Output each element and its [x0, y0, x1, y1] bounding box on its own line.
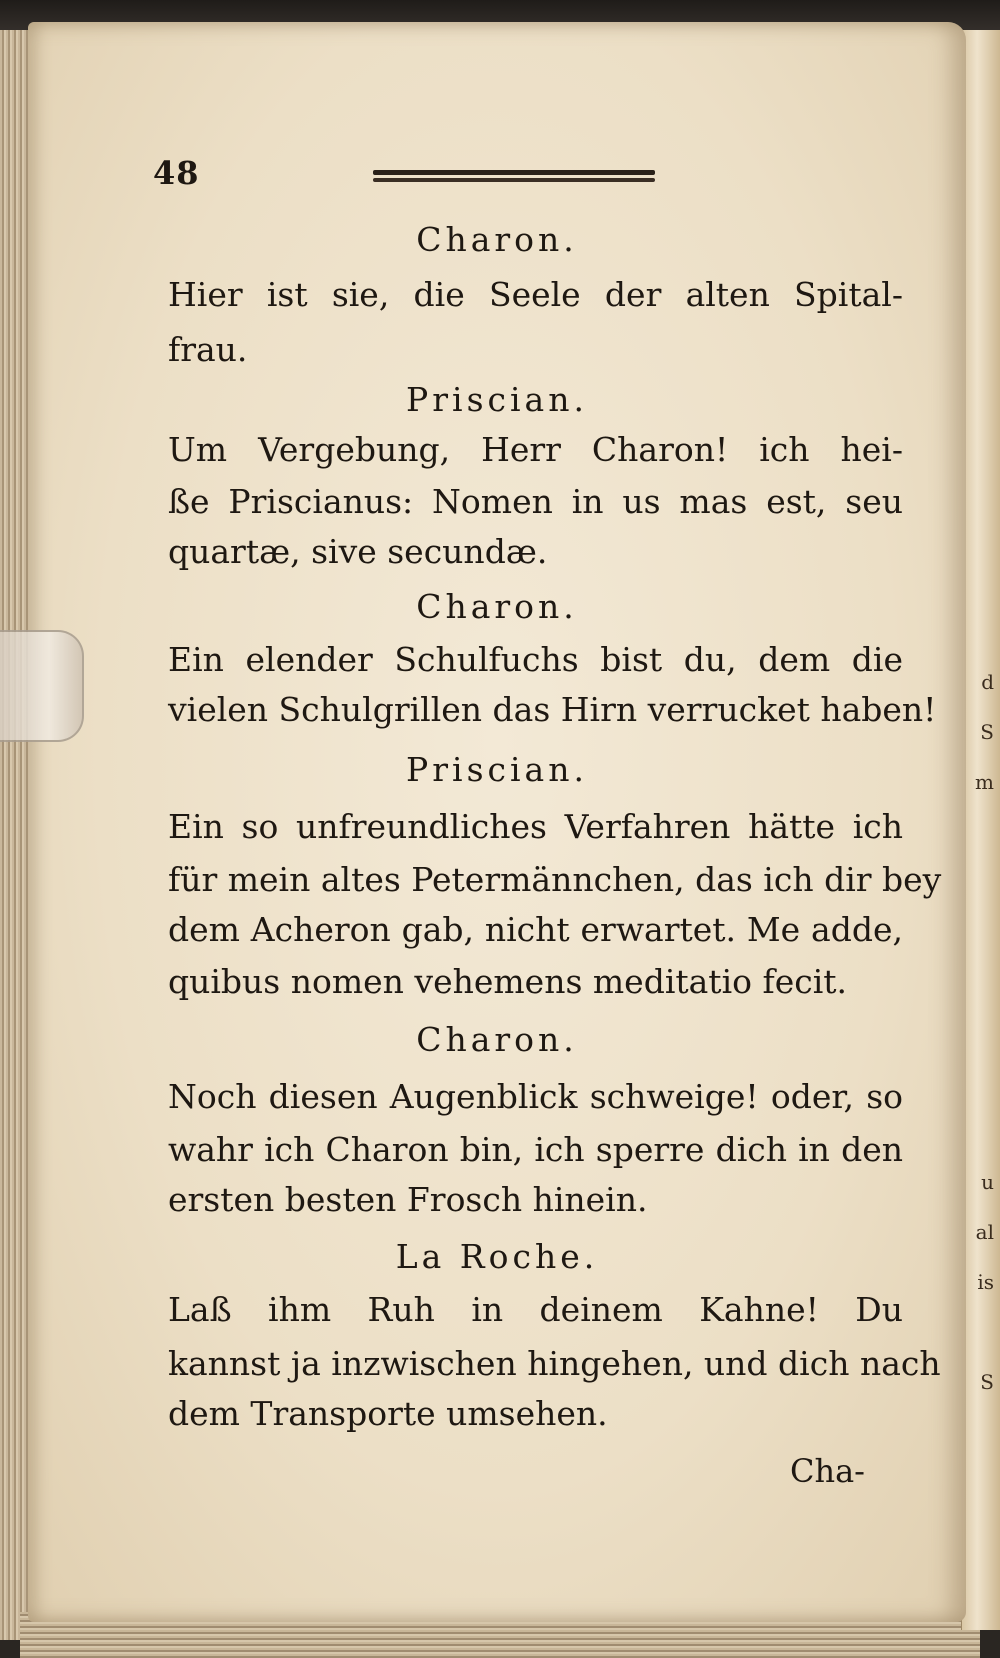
- text-line: Um Vergebung, Herr Charon! ich hei-: [168, 430, 903, 469]
- text-line: kannst ja inzwischen hingehen, und dich nach: [168, 1344, 941, 1383]
- speaker-name: Charon.: [416, 587, 578, 626]
- text-line: Hier ist sie, die Seele der alten Spital-: [168, 275, 903, 314]
- text-line: Ein so unfreundliches Verfahren hätte ich: [168, 807, 903, 846]
- page-content: [28, 22, 966, 1622]
- text-line: frau.: [168, 330, 248, 369]
- speaker-name: Priscian.: [406, 380, 588, 419]
- text-line: Laß ihm Ruh in deinem Kahne! Du: [168, 1290, 903, 1329]
- next-page-glyph: is: [977, 1270, 994, 1294]
- next-page-glyph: S: [980, 720, 994, 744]
- next-page-glyph: d: [981, 670, 994, 694]
- book-page: [28, 22, 966, 1622]
- catchword: Cha-: [790, 1452, 865, 1490]
- next-page-edge: [961, 30, 1000, 1630]
- header-rule: [373, 170, 655, 184]
- next-page-glyph: S: [980, 1370, 994, 1394]
- page-clip: [0, 630, 84, 742]
- text-line: dem Acheron gab, nicht erwartet. Me adde,: [168, 910, 903, 949]
- text-line: Noch diesen Augenblick schweige! oder, so: [168, 1077, 903, 1116]
- text-line: wahr ich Charon bin, ich sperre dich in den: [168, 1130, 903, 1169]
- speaker-name: Charon.: [416, 1020, 578, 1059]
- speaker-name: La Roche.: [395, 1237, 599, 1276]
- text-line: Ein elender Schulfuchs bist du, dem die: [168, 640, 903, 679]
- next-page-glyph: u: [981, 1170, 994, 1194]
- speaker-name: Priscian.: [406, 750, 588, 789]
- text-line: für mein altes Petermännchen, das ich dir bey: [168, 860, 942, 899]
- text-line: dem Transporte umsehen.: [168, 1394, 608, 1433]
- text-line: ersten besten Frosch hinein.: [168, 1180, 648, 1219]
- text-line: vielen Schulgrillen das Hirn verrucket haben!: [168, 690, 937, 729]
- speaker-name: Charon.: [416, 220, 578, 259]
- text-line: quartæ, sive secundæ.: [168, 532, 548, 571]
- page-number: 48: [153, 154, 200, 192]
- text-line: ße Priscianus: Nomen in us mas est, seu: [168, 482, 903, 521]
- text-line: quibus nomen vehemens meditatio fecit.: [168, 962, 848, 1001]
- next-page-glyph: al: [975, 1220, 994, 1244]
- next-page-glyph: m: [975, 770, 994, 794]
